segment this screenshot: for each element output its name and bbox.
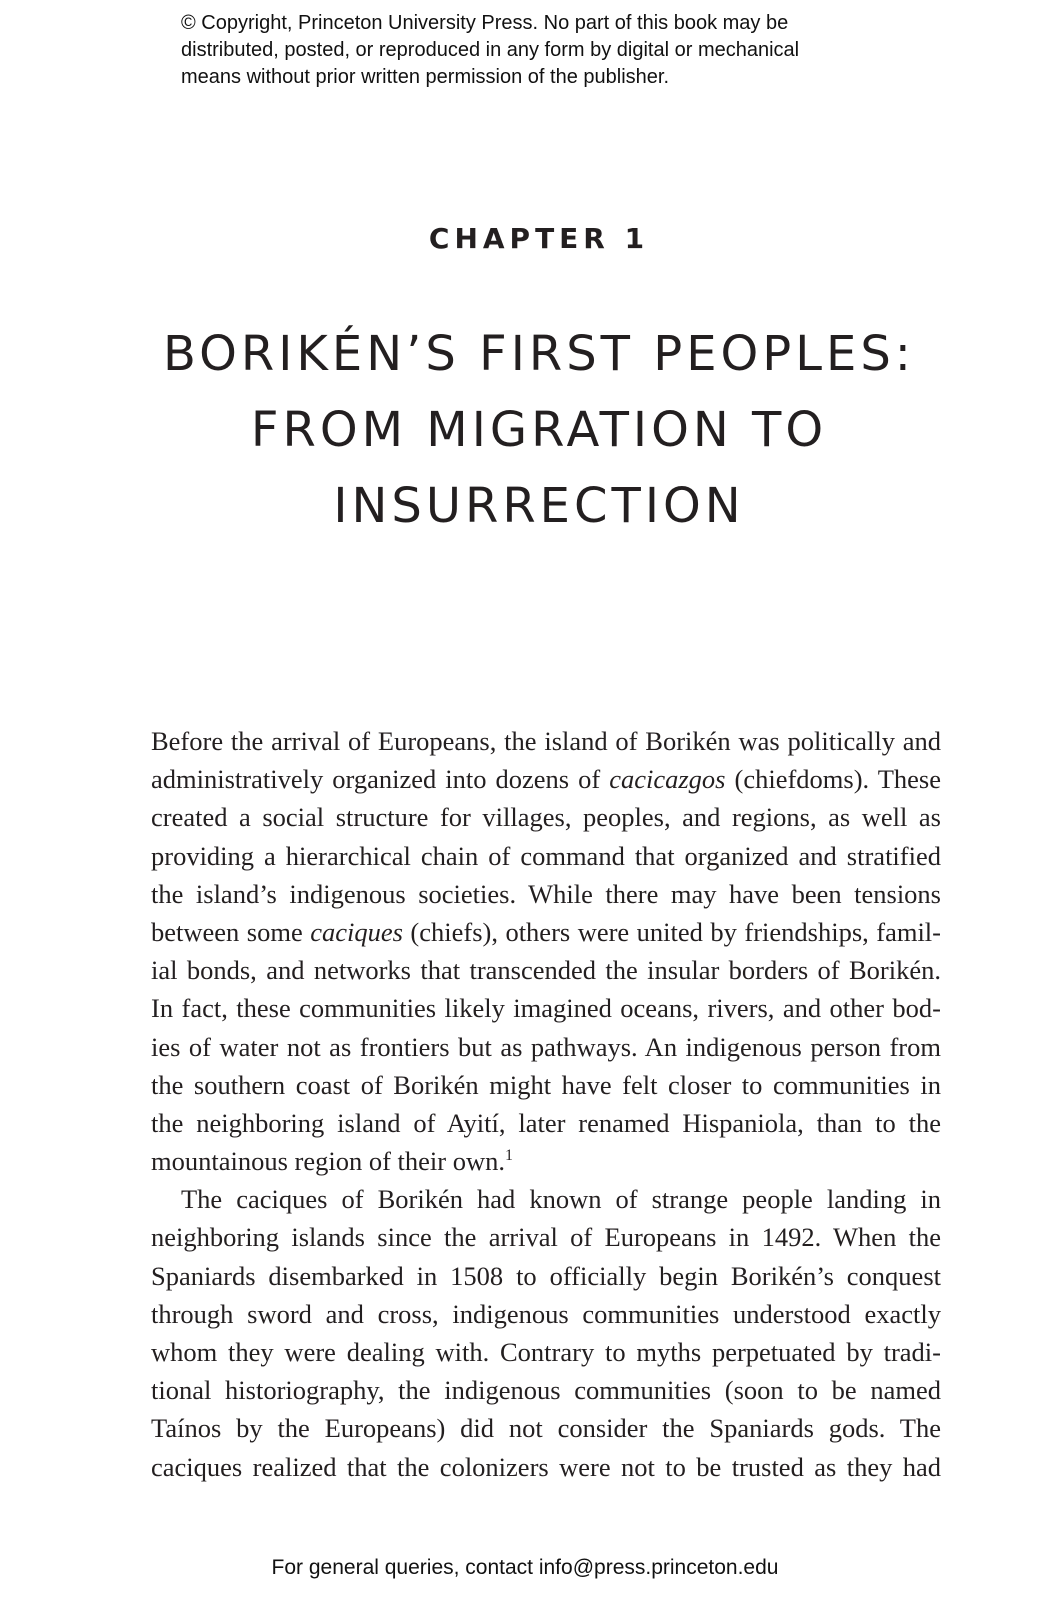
text-line [151, 760, 941, 798]
text-run: mountainous region of their own. [151, 1146, 506, 1177]
text-line: the island’s indigenous societies. While there may have been tensions [151, 878, 941, 909]
text-line: the neighboring island of Ayití, later renamed Hispaniola, than to the [151, 1107, 941, 1138]
text-line: Before the arrival of Europeans, the island of Borikén was politically and [151, 726, 941, 756]
copyright-notice [181, 10, 941, 91]
chapter-title-line: BORIKÉN’S FIRST PEOPLES: [163, 326, 915, 382]
paragraph-2 [151, 1180, 941, 1486]
italic-term: cacicazgos [609, 764, 726, 795]
text-run: (chiefdoms). These [725, 764, 942, 795]
chapter-label: CHAPTER 1 [428, 222, 650, 255]
text-line: In fact, these communities likely imagined oceans, rivers, and other bod- [151, 993, 941, 1024]
text-line: ial bonds, and networks that transcended the insular borders of Borikén. [151, 955, 941, 986]
chapter-title [0, 316, 1050, 544]
text-line: Taínos by the Europeans) did not consider the Spaniards gods. The [151, 1413, 941, 1444]
text-run: between some [151, 916, 311, 947]
text-line: created a social structure for villages, peoples, and regions, as well as [151, 802, 941, 833]
text-line: providing a hierarchical chain of command that organized and stratified [151, 840, 941, 871]
chapter-title-line: INSURRECTION [333, 478, 745, 534]
text-run: (chiefs), others were united by friendships, famil- [402, 916, 941, 947]
text-line: tional historiography, the indigenous communities (soon to be named [151, 1375, 941, 1406]
copyright-line: distributed, posted, or reproduced in any form by digital or mechanical [181, 39, 800, 61]
text-line [151, 1142, 941, 1180]
copyright-line: © Copyright, Princeton University Press. No part of this book may be [181, 12, 789, 34]
text-line: Spaniards disembarked in 1508 to officially begin Borikén’s conquest [151, 1260, 941, 1291]
copyright-line: means without prior written permission of the publisher. [181, 66, 670, 88]
chapter-body [151, 722, 941, 1486]
footer-contact: For general queries, contact info@press.princeton.edu [271, 1556, 779, 1579]
text-line: ies of water not as frontiers but as pathways. An indigenous person from [151, 1031, 941, 1062]
chapter-title-line: FROM MIGRATION TO [250, 402, 828, 458]
footnote-marker[interactable]: 1 [505, 1147, 514, 1165]
text-line: the southern coast of Borikén might have felt closer to communities in [151, 1069, 941, 1100]
text-line: The caciques of Borikén had known of strange people landing in [181, 1184, 941, 1215]
text-line [151, 913, 941, 951]
text-line: caciques realized that the colonizers were not to be trusted as they had [151, 1451, 941, 1482]
paragraph-1 [151, 722, 941, 1180]
italic-term: caciques [310, 916, 403, 947]
text-line: neighboring islands since the arrival of Europeans in 1492. When the [151, 1222, 941, 1253]
text-line: through sword and cross, indigenous communities understood exactly [151, 1298, 941, 1329]
text-line: whom they were dealing with. Contrary to myths perpetuated by tradi- [151, 1337, 941, 1367]
text-run: administratively organized into dozens of [151, 764, 610, 795]
